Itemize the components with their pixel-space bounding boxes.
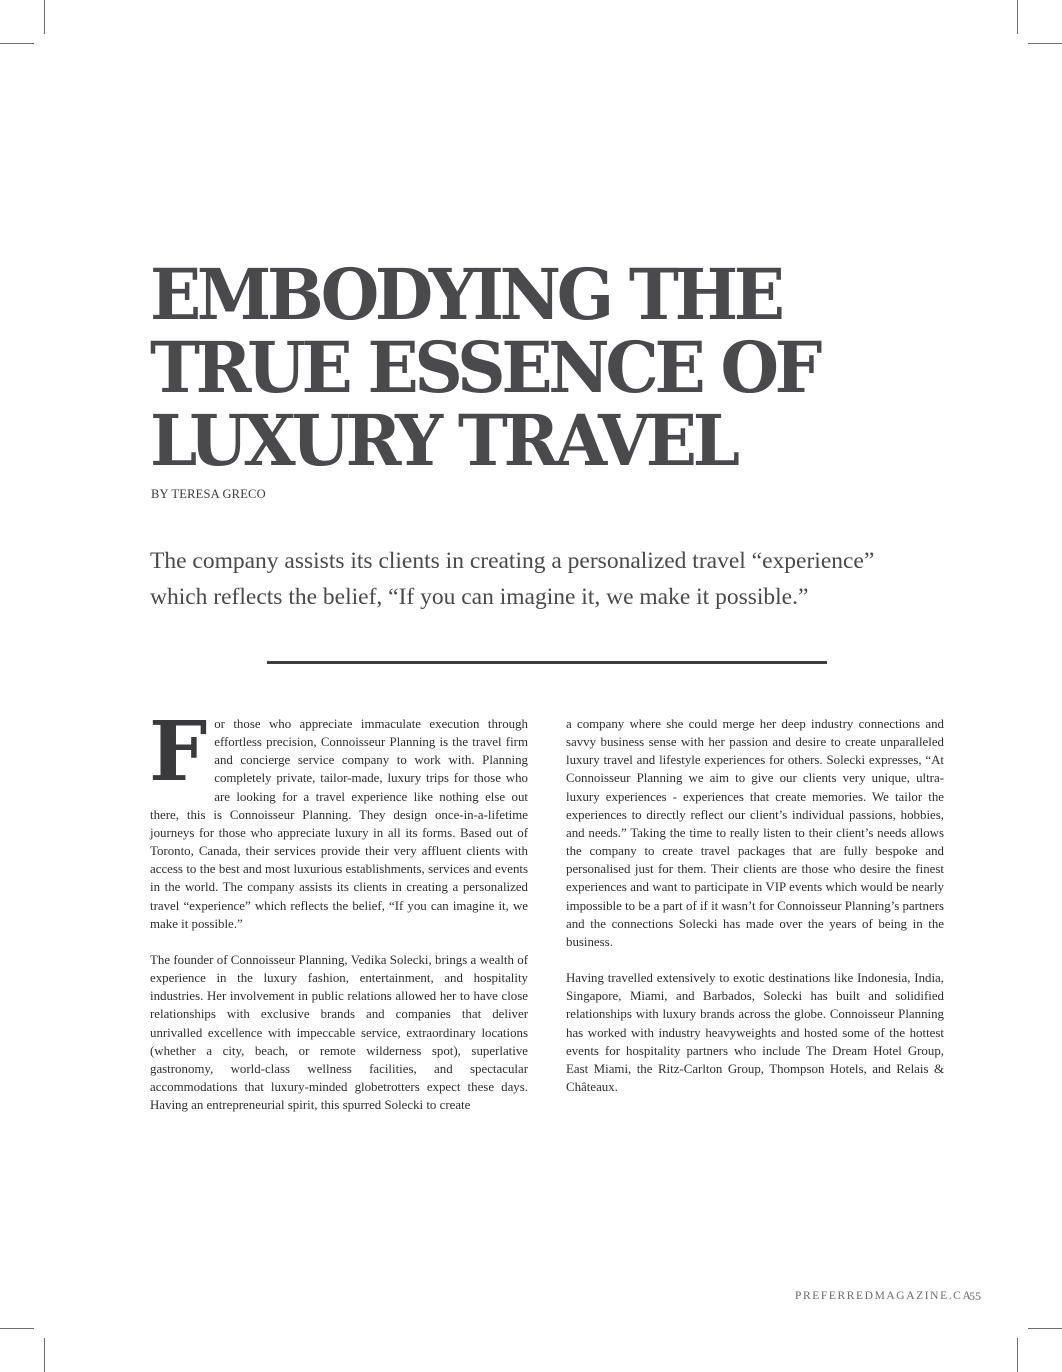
drop-cap: F <box>149 704 208 800</box>
body-paragraph: Having travelled extensively to exotic destinations like Indonesia, India, Singapore, Miami, and Barbados, Solecki has built and solidified relationships with luxury brands across the globe. Connoisseur Planning has worked with industry heavyweights and hosted some of the hottest events for hospitality partners who include The Dream Hotel Group, East Miami, the Ritz-Carlton Group, Thompson Hotels, and Relais & Châteaux. <box>566 971 944 1094</box>
byline: BY TERESA GRECO <box>151 487 266 501</box>
crop-mark <box>0 43 34 44</box>
paragraph-text: or those who appreciate immaculate execution through effortless precision, Connoisseur Planning is the travel firm and concierge service company to work with. Planning completely private, tailor-made, luxury trips for those who are looking for a travel experience like nothing else out there, this is Connoisseur Planning. They design once-in-a-lifetime journeys for those who appreciate luxury in all its forms. Based out of Toronto, Canada, their services provide their very affluent clients with access to the best and most luxurious establishments, services and events in the world. The company assists its clients in creating a personalized travel “experience” which reflects the belief, “If you can imagine it, we make it possible.” <box>150 717 528 931</box>
title-line: LUXURY TRAVEL <box>150 399 736 482</box>
standfirst: The company assists its clients in creating a personalized travel “experience” which reflects the belief, “If you can imagine it, we make it possible.” <box>150 548 875 610</box>
page-number: 55 <box>969 1289 981 1303</box>
crop-mark <box>44 0 45 34</box>
crop-mark <box>1028 43 1062 44</box>
crop-mark <box>1017 1338 1018 1372</box>
footer-site-name: PREFERREDMAGAZINE.CA <box>795 1290 973 1302</box>
body-paragraph: a company where she could merge her deep industry connections and savvy business sense with her passion and desire to create unparalleled luxury travel and lifestyle experiences for others. Solecki expresses, “At Connoisseur Planning we aim to give our clients very unique, ultra-luxury experiences - experiences that create memories. We tailor the experiences to directly reflect our client’s individual passions, hobbies, and needs.” Taking the time to really listen to their client’s needs allows the company to create travel packages that are fully bespoke and personalised just for them. Their clients are those who desire the finest experiences and want to participate in VIP events which would be nearly impossible to be a part of if it wasn’t for Connoisseur Planning’s partners and the connections Solecki has made over the years of being in the business. <box>566 717 944 949</box>
body-paragraph: The founder of Connoisseur Planning, Vedika Solecki, brings a wealth of experience in the luxury fashion, entertainment, and hospitality industries. Her involvement in public relations allowed her to have close relationships with exclusive brands and companies that deliver unrivalled excellence with impeccable service, extraordinary locations (whether a city, beach, or remote wilderness spot), superlative gastronomy, world-class wellness facilities, and spectacular accommodations that luxury-minded globetrotters expect these days. Having an entrepreneurial spirit, this spurred Solecki to create <box>150 952 528 1113</box>
crop-mark <box>1017 0 1018 34</box>
crop-mark <box>1028 1328 1062 1329</box>
crop-mark <box>44 1338 45 1372</box>
article-title <box>150 253 937 482</box>
body-column-left <box>149 704 528 1132</box>
divider-rule <box>267 661 827 664</box>
crop-mark <box>0 1328 34 1329</box>
title-line: TRUE ESSENCE OF <box>150 326 819 409</box>
body-column-right <box>566 715 944 1114</box>
body-paragraph <box>149 704 528 933</box>
title-line: EMBODYING THE <box>150 253 781 336</box>
